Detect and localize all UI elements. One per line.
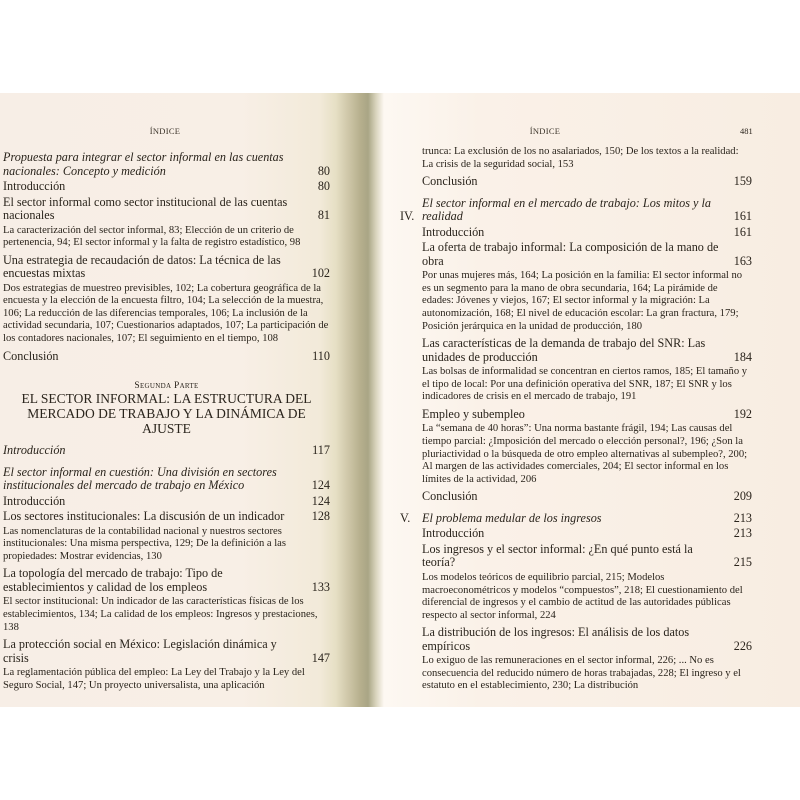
part-title: EL SECTOR INFORMAL: LA ESTRUCTURA DEL MERCADO DE TRABAJO Y LA DINÁMICA DE AJUSTE	[21, 391, 312, 437]
toc-section[interactable]	[3, 638, 330, 665]
page-ref: 192	[733, 406, 752, 421]
page-ref: 184	[733, 349, 752, 364]
entry-title: Una estrategia de recaudación de datos: La técnica de las encuestas mixtas	[3, 253, 281, 281]
entry-title: La oferta de trabajo informal: La composición de la mano de obra	[422, 241, 719, 268]
toc-subentries: Los modelos teóricos de equilibrio parcial, 215; Modelos macroeconométricos y modelos “compuestos”, 218; El cuestionamiento del diferencial de ingresos y el cambio de actitud de las autoridades públicas respecto al sector informal, 224	[422, 571, 743, 621]
entry-title: Conclusión	[422, 490, 478, 504]
entry-title: Introducción	[422, 527, 485, 541]
toc-subentries: Por unas mujeres más, 164; La posición en la familia: El sector informal no es un segmento para la mano de obra secundaria, 164; La pirámide de edades: Jóvenes y viejos, 167; El sector informal y la migración: La autonomización, 168; El nivel de educación escolar: La gran fractura, 179; Posición jerárquica en la unidad de producción, 180	[422, 270, 743, 332]
entry-title: El problema medular de los ingresos	[422, 511, 602, 525]
entry-title: La distribución de los ingresos: El análisis de los datos empíricos	[422, 626, 690, 653]
page-ref: 80	[317, 163, 330, 178]
page-ref: 213	[733, 510, 752, 525]
chapter-number: IV.	[400, 209, 415, 224]
page-ref: 159	[733, 174, 752, 189]
toc-subentries: La “semana de 40 horas”: Una norma bastante frágil, 194; Las causas del tiempo parcial: ¿Imposición del mercado o elección personal?, 196; ¿Son la pluriactividad o la búsqueda de otro empleo alternativas al subempleo?, 200; Al margen de las actividades comerciales, 204; El sector informal en los límites de la actividad, 206	[422, 423, 748, 485]
toc-subentries: La reglamentación pública del empleo: La Ley del Trabajo y la Ley del Seguro Social, 147; Un proyecto universalista, una aplicación	[3, 667, 305, 691]
part-heading	[3, 381, 330, 436]
page-ref: 124	[311, 493, 330, 508]
page-ref: 102	[311, 266, 330, 281]
running-head: ÍNDICE	[529, 126, 561, 136]
toc-section[interactable]	[422, 626, 752, 653]
page-ref: 117	[312, 443, 330, 458]
page-ref: 209	[733, 489, 752, 504]
toc-chapter[interactable]	[400, 510, 752, 526]
toc-subentries: Las nomenclaturas de la contabilidad nacional y nuestros sectores institucionales: Una misma perspectiva, 129; De la definición a las propiedades: Mostrar evidencias, 130	[3, 525, 287, 562]
table-of-contents	[400, 145, 752, 697]
toc-section[interactable]	[422, 543, 752, 570]
page-ref: 161	[733, 224, 752, 239]
part-label: Segunda Parte	[134, 381, 199, 392]
page-ref: 161	[733, 209, 752, 224]
page-ref: 81	[317, 208, 330, 222]
page-ref: 133	[311, 579, 330, 594]
toc-section[interactable]	[422, 175, 752, 189]
entry-title: Introducción	[422, 225, 485, 239]
book-spread	[0, 93, 800, 707]
table-of-contents	[3, 151, 330, 696]
entry-title: Introducción	[3, 444, 66, 458]
entry-title: Propuesta para integrar el sector informal en las cuentas nacionales: Concepto y medición	[3, 151, 284, 178]
entry-title: El sector informal como sector institucional de las cuentas nacionales	[3, 195, 288, 222]
toc-chapter[interactable]	[3, 466, 330, 493]
right-page	[395, 93, 800, 707]
page-number: 481	[740, 126, 753, 136]
toc-subentries: El sector institucional: Un indicador de las características físicas de los establecimientos, 134; La calidad de los empleos: Ingresos y prestaciones, 138	[3, 596, 318, 633]
chapter-number: V.	[400, 510, 411, 525]
toc-section[interactable]	[422, 241, 752, 268]
toc-section[interactable]	[422, 490, 752, 504]
page-ref: 110	[312, 348, 330, 363]
toc-section[interactable]	[3, 254, 330, 281]
page-ref: 147	[311, 650, 330, 665]
entry-title: Los ingresos y el sector informal: ¿En qué punto está la teoría?	[422, 542, 693, 570]
toc-section[interactable]	[422, 408, 752, 422]
toc-section[interactable]	[422, 226, 752, 240]
entry-title: Conclusión	[422, 175, 478, 189]
page-ref: 124	[311, 478, 330, 493]
toc-intro[interactable]	[3, 444, 330, 458]
toc-chapter[interactable]	[3, 151, 330, 178]
entry-title: Empleo y subempleo	[422, 407, 525, 421]
entry-title: La protección social en México: Legislación dinámica y crisis	[3, 638, 277, 665]
toc-subentries: trunca: La exclusión de los no asalariados, 150; De los textos a la realidad: La crisis de la seguridad social, 153	[422, 146, 739, 170]
entry-title: Los sectores institucionales: La discusión de un indicador	[3, 510, 285, 524]
entry-title: La topología del mercado de trabajo: Tipo de establecimientos y calidad de los empleos	[3, 567, 223, 594]
toc-section[interactable]	[422, 337, 752, 364]
entry-title: El sector informal en cuestión: Una división en sectores institucionales del mercado de trabajo en México	[3, 465, 277, 493]
toc-section[interactable]	[3, 350, 330, 364]
toc-section[interactable]	[3, 180, 330, 194]
page-ref: 213	[733, 526, 752, 541]
toc-section[interactable]	[3, 567, 330, 594]
entry-title: Las características de la demanda de trabajo del SNR: Las unidades de producción	[422, 337, 706, 364]
running-head: ÍNDICE	[149, 126, 181, 136]
left-page	[0, 93, 355, 707]
toc-subentries: Las bolsas de informalidad se concentran en ciertos ramos, 185; El tamaño y el tipo de local: Por una definición operativa del SNR, 187; El SNR y los indicadores de crisis en el mercado de trabajo, 191	[422, 366, 748, 403]
entry-title: Conclusión	[3, 349, 59, 363]
toc-subentries: Lo exiguo de las remuneraciones en el sector informal, 226; ... No es consecuencia del reducido número de horas trabajadas, 228; El ingreso y el estatuto en el establecimiento, 230; La distribución	[422, 655, 741, 692]
page-ref: 128	[311, 509, 330, 524]
page-ref: 215	[733, 555, 752, 570]
toc-section[interactable]	[3, 510, 330, 524]
entry-title: Introducción	[3, 180, 66, 193]
page-ref: 226	[733, 638, 752, 653]
page-ref: 163	[733, 253, 752, 268]
toc-section[interactable]	[422, 527, 752, 541]
toc-section[interactable]	[3, 196, 330, 223]
toc-section[interactable]	[3, 495, 330, 509]
toc-subentries: La caracterización del sector informal, 83; Elección de un criterio de pertenencia, 94; El sector informal y la falta de registro estadístico, 98	[3, 224, 301, 249]
toc-chapter[interactable]	[400, 196, 752, 224]
entry-title: El sector informal en el mercado de trabajo: Los mitos y la realidad	[422, 196, 711, 224]
page-ref: 80	[317, 179, 330, 193]
entry-title: Introducción	[3, 494, 66, 508]
toc-subentries: Dos estrategias de muestreo previsibles, 102; La cobertura geográfica de la encuesta y la elección de la encuesta filtro, 104; La selección de la muestra, 106; La reducción de las diferencias temporales, 106; La inclusión de la actividad secundaria, 107; Cuestionarios adaptados, 107; La participación de los contadores nacionales, 107; El seguimiento en el tiempo, 108	[3, 282, 329, 345]
